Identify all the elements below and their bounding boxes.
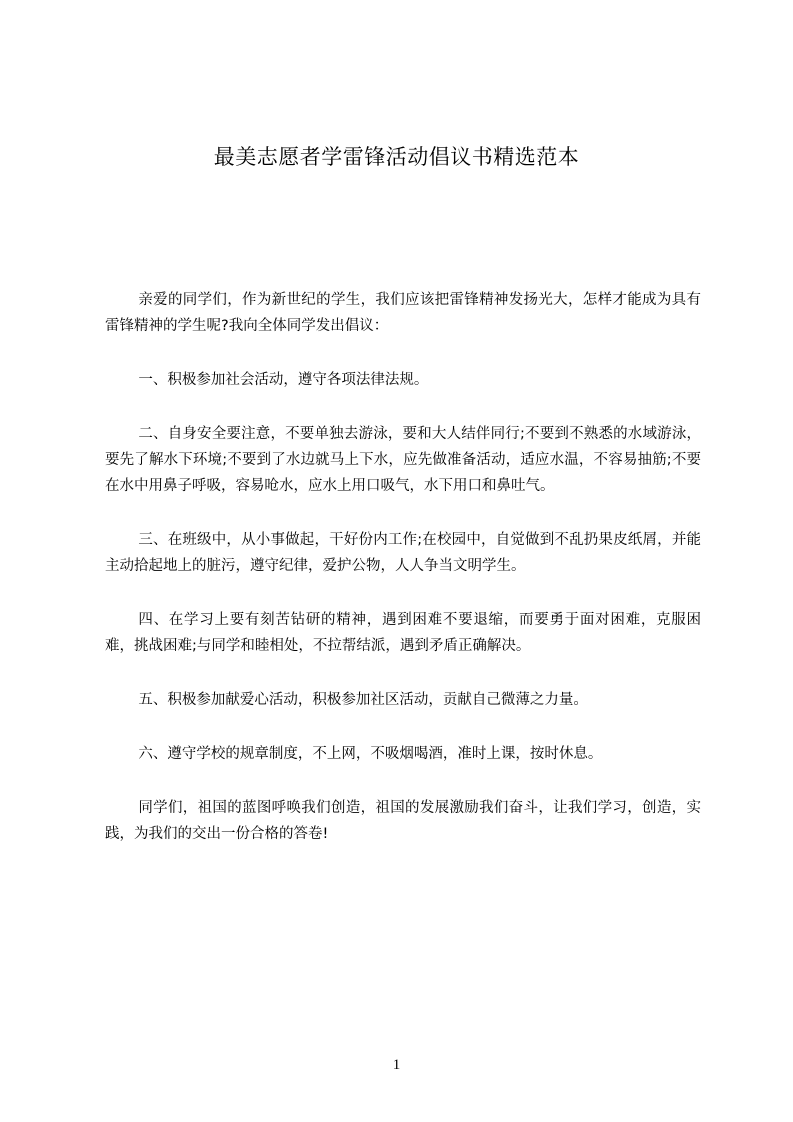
paragraph-item-3: 三、在班级中，从小事做起，干好份内工作;在校园中，自觉做到不乱扔果皮纸屑，并能主动拾起地上的脏污，遵守纪律，爱护公物，人人争当文明学生。 [105, 532, 701, 574]
document-title: 最美志愿者学雷锋活动倡议书精选范本 [213, 145, 580, 169]
paragraph-item-6: 六、遵守学校的规章制度，不上网，不吸烟喝酒，准时上课，按时休息。 [138, 746, 603, 762]
page-number: 1 [392, 1057, 401, 1073]
paragraph-item-5: 五、积极参加献爱心活动，积极参加社区活动，贡献自己微薄之力量。 [138, 692, 588, 708]
paragraph-item-4: 四、在学习上要有刻苦钻研的精神，遇到困难不要退缩，而要勇于面对困难，克服困难，挑战困难;与同学和睦相处，不拉帮结派，遇到矛盾正确解决。 [105, 612, 701, 654]
paragraph-item-2: 二、自身安全要注意，不要单独去游泳，要和大人结伴同行;不要到不熟悉的水域游泳，要先了解水下环境;不要到了水边就马上下水，应先做准备活动，适应水温，不容易抽筋;不要在水中用鼻子呼吸，容易呛水，应水上用口吸气，水下用口和鼻吐气。 [105, 426, 701, 494]
document-body [105, 287, 701, 875]
paragraph-greeting: 亲爱的同学们，作为新世纪的学生，我们应该把雷锋精神发扬光大，怎样才能成为具有雷锋精神的学生呢?我向全体同学发出倡议： [105, 292, 701, 334]
paragraph-item-1: 一、积极参加社会活动，遵守各项法律法规。 [138, 372, 429, 388]
paragraph-closing: 同学们，祖国的蓝图呼唤我们创造，祖国的发展激励我们奋斗，让我们学习，创造，实践，为我们的交出一份合格的答卷! [105, 800, 701, 842]
